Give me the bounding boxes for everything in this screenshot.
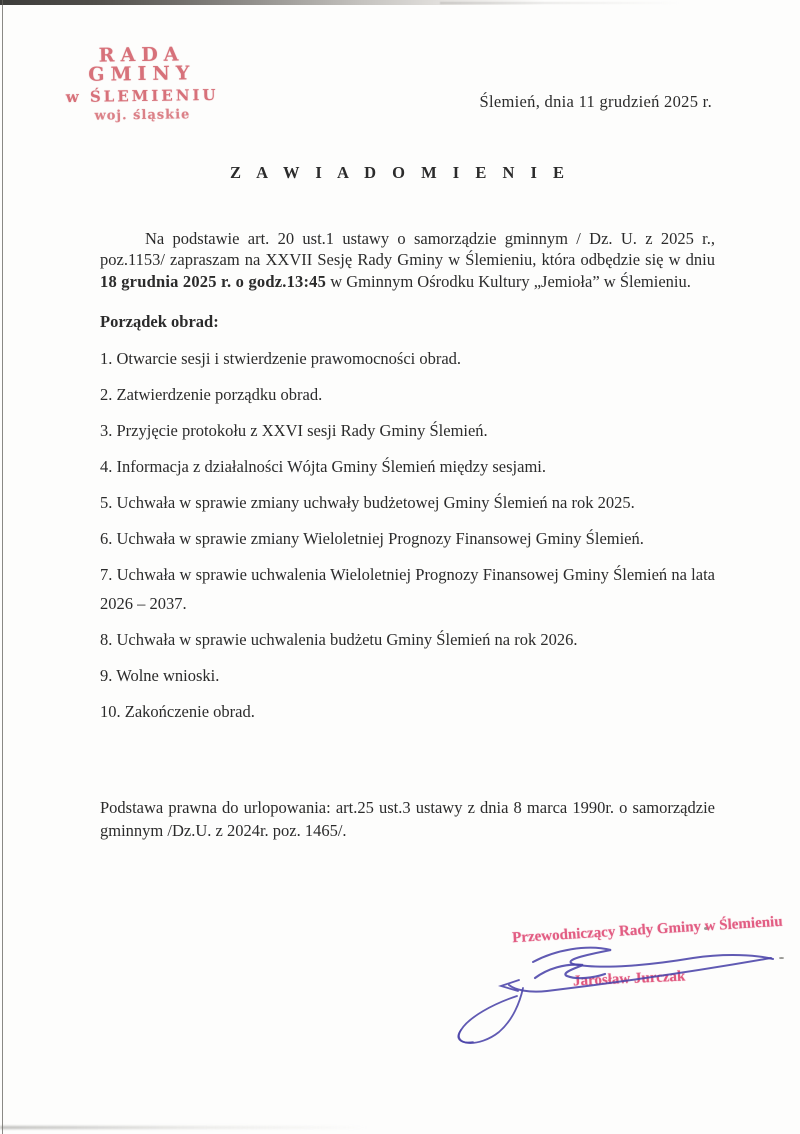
agenda-section (100, 311, 715, 733)
place-date-line: Ślemień, dnia 11 grudzień 2025 r. (479, 92, 712, 111)
intro-text-before: Na podstawie art. 20 ust.1 ustawy o samorządzie gminnym / Dz. U. z 2025 r., poz.1153/ zapraszam na XXVII Sesję Rady Gminy w Ślemieniu, która odbędzie się w dniu (100, 228, 715, 270)
council-stamp-line1: RADA GMINY (88, 43, 196, 86)
agenda-item: 6. Uchwała w sprawie zmiany Wieloletniej Prognozy Finansowej Gminy Ślemień. (100, 529, 644, 548)
agenda-heading: Porządek obrad: (100, 312, 219, 331)
scan-top-edge-artifact (0, 0, 800, 5)
intro-paragraph (100, 228, 715, 293)
scan-top-edge-artifact-2 (440, 2, 680, 4)
agenda-item: 9. Wolne wnioski. (100, 666, 220, 685)
agenda-item: 7. Uchwała w sprawie uchwalenia Wieloletniej Prognozy Finansowej Gminy Ślemień na lata 2026 – 2037. (100, 565, 715, 613)
agenda-item: 5. Uchwała w sprawie zmiany uchwały budżetowej Gminy Ślemień na rok 2025. (100, 493, 635, 512)
agenda-list (100, 344, 715, 726)
legal-basis-paragraph: Podstawa prawna do urlopowania: art.25 ust.3 ustawy z dnia 8 marca 1990r. o samorządzie gminnym /Dz.U. z 2024r. poz. 1465/. (100, 797, 715, 840)
agenda-item: 10. Zakończenie obrad. (100, 702, 255, 721)
scan-bottom-noise (0, 1126, 368, 1129)
agenda-item: 8. Uchwała w sprawie uchwalenia budżetu Gminy Ślemień na rok 2026. (100, 630, 578, 649)
signature-ink-svg (435, 938, 785, 1068)
council-ink-stamp (41, 45, 242, 124)
agenda-item: 3. Przyjęcie protokołu z XXVI sesji Rady Gminy Ślemień. (100, 421, 488, 440)
agenda-item: 4. Informacja z działalności Wójta Gminy Ślemień między sesjami. (100, 457, 546, 476)
document-title: Z A W I A D O M I E N I E (229, 163, 571, 182)
agenda-item: 2. Zatwierdzenie porządku obrad. (100, 385, 323, 404)
chairman-name-stamp: Jarosław Jurczak (572, 968, 686, 990)
session-datetime-bold: 18 grudnia 2025 r. o godz.13:45 (100, 271, 327, 291)
agenda-item: 1. Otwarcie sesji i stwierdzenie prawomocności obrad. (100, 349, 462, 368)
council-stamp-line2: w ŚLEMIENIU (65, 85, 219, 107)
intro-text-after: w Gminnym Ośrodku Kultury „Jemioła” w Ślemieniu. (326, 271, 691, 291)
chairman-role-stamp: Przewodniczący Rady Gminy w Ślemieniu (511, 913, 784, 947)
council-stamp-line3: woj. śląskie (94, 107, 191, 124)
handwritten-signature-ink (435, 938, 785, 1073)
